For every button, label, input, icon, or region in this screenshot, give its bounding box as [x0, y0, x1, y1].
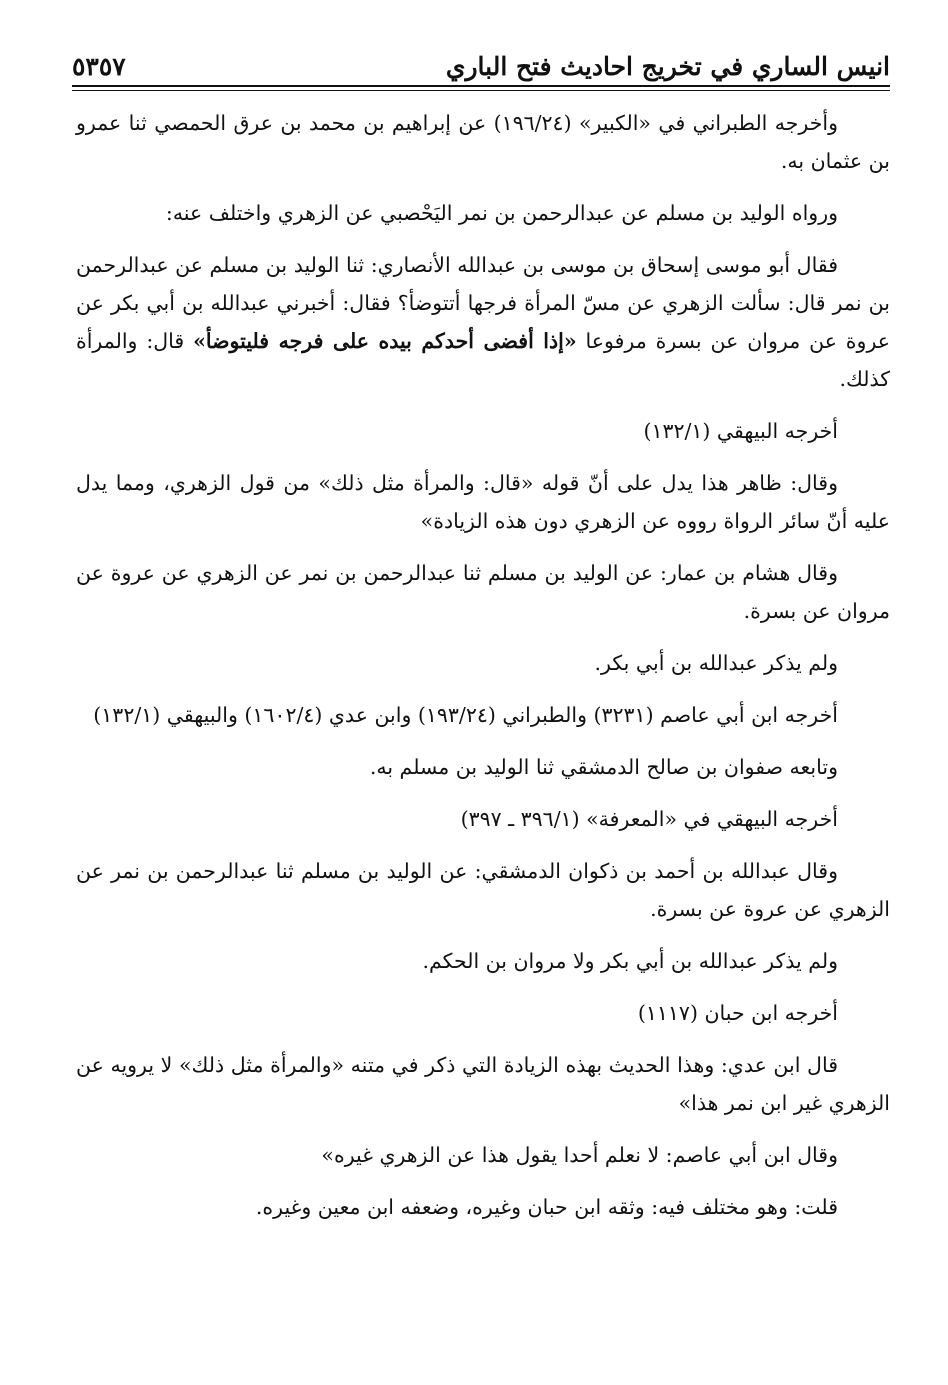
- paragraph: [76, 412, 890, 450]
- body-text: [76, 104, 890, 1240]
- paragraph: [76, 246, 890, 398]
- page-number: ٥٣٥٧: [72, 52, 126, 81]
- paragraph: [76, 104, 890, 180]
- paragraph: [76, 1136, 890, 1174]
- paragraph: [76, 464, 890, 540]
- text-segment: قال: والمرأة كذلك.: [76, 329, 890, 391]
- paragraph: [76, 800, 890, 838]
- hadith-quote: «إذا أفضى أحدكم بيده على فرجه فليتوضأ»: [193, 329, 577, 353]
- running-title: انيس الساري في تخريج احاديث فتح الباري: [445, 52, 890, 81]
- text-segment: فقال أبو موسى إسحاق بن موسى بن عبدالله الأنصاري: ثنا الوليد بن مسلم عن عبدالرحمن بن نمر قال: سألت الزهري عن مسّ المرأة فرجها أتتوضأ؟ فقال: أخبرني عبدالله بن أبي بكر عن عروة عن مروان عن بسرة مرفوعا: [76, 253, 890, 353]
- text-segment: أخرجه ابن أبي عاصم (٣٢٣١) والطبراني (١٩٣/٢٤) وابن عدي (١٦٠٢/٤) والبيهقي (١٣٢/١): [93, 703, 838, 727]
- text-segment: أخرجه ابن حبان (١١١٧): [637, 1001, 838, 1025]
- text-segment: وقال ابن أبي عاصم: لا نعلم أحدا يقول هذا عن الزهري غيره»: [321, 1143, 838, 1167]
- paragraph: [76, 1188, 890, 1226]
- text-segment: قلت: وهو مختلف فيه: وثقه ابن حبان وغيره، وضعفه ابن معين وغيره.: [255, 1195, 838, 1219]
- text-segment: وتابعه صفوان بن صالح الدمشقي ثنا الوليد بن مسلم به.: [369, 755, 838, 779]
- paragraph: [76, 748, 890, 786]
- header-rule: [72, 85, 890, 87]
- text-segment: أخرجه البيهقي (١٣٢/١): [643, 419, 838, 443]
- text-segment: قال ابن عدي: وهذا الحديث بهذه الزيادة التي ذكر في متنه «والمرأة مثل ذلك» لا يرويه عن الزهري غير ابن نمر هذا»: [76, 1053, 890, 1115]
- text-segment: ورواه الوليد بن مسلم عن عبدالرحمن بن نمر اليَحْصبي عن الزهري واختلف عنه:: [165, 201, 838, 225]
- text-segment: وقال هشام بن عمار: عن الوليد بن مسلم ثنا عبدالرحمن بن نمر عن الزهري عن عروة عن مروان عن بسرة.: [76, 561, 890, 623]
- text-segment: وأخرجه الطبراني في «الكبير» (١٩٦/٢٤) عن إبراهيم بن محمد بن عرق الحمصي ثنا عمرو بن عثمان به.: [76, 111, 890, 173]
- paragraph: [76, 194, 890, 232]
- text-segment: وقال عبدالله بن أحمد بن ذكوان الدمشقي: عن الوليد بن مسلم ثنا عبدالرحمن بن نمر عن الزهري عن عروة عن بسرة.: [76, 859, 890, 921]
- paragraph: [76, 696, 890, 734]
- paragraph: [76, 1046, 890, 1122]
- text-segment: أخرجه البيهقي في «المعرفة» (٣٩٦/١ ـ ٣٩٧): [460, 807, 838, 831]
- paragraph: [76, 942, 890, 980]
- header-rule-thin: [72, 90, 890, 91]
- text-segment: ولم يذكر عبدالله بن أبي بكر.: [594, 651, 838, 675]
- paragraph: [76, 994, 890, 1032]
- paragraph: [76, 554, 890, 630]
- text-segment: وقال: ظاهر هذا يدل على أنّ قوله «قال: والمرأة مثل ذلك» من قول الزهري، ومما يدل عليه أنّ سائر الرواة رووه عن الزهري دون هذه الزيادة»: [76, 471, 890, 533]
- paragraph: [76, 852, 890, 928]
- page-header: [72, 36, 890, 84]
- text-segment: ولم يذكر عبدالله بن أبي بكر ولا مروان بن الحكم.: [422, 949, 838, 973]
- paragraph: [76, 644, 890, 682]
